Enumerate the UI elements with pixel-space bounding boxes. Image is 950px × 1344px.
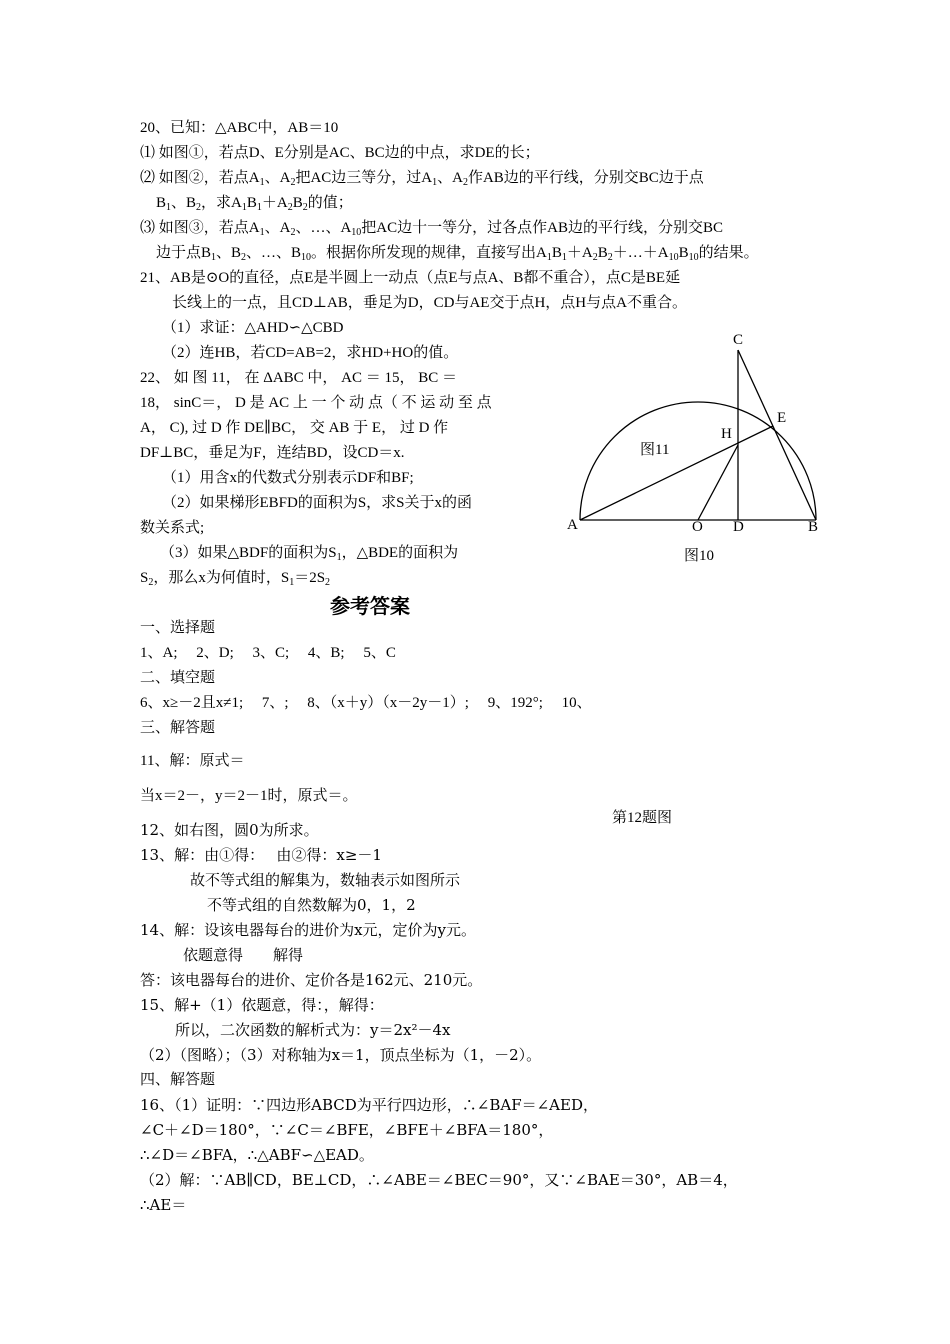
answer-13-c: 不等式组的自然数解为0，1，2 [207, 896, 416, 914]
q21-part1: （1）求证：△AHD∽△CBD [162, 320, 344, 336]
answers-choice: 1、A; 2、D; 3、C; 4、B; 5、C [140, 645, 396, 661]
line-ho [698, 445, 738, 520]
answer-13: 13、解：由①得： 由②得：x≥－1 [140, 846, 382, 864]
answer-13-b: 故不等式组的解集为，数轴表示如图所示 [190, 871, 461, 889]
answer-15: 15、解+（1）依题意，得：，解得： [140, 996, 384, 1014]
q22-part1: （1）用含x的代数式分别表示DF和BF; [162, 470, 414, 486]
q22-line3: A， C), 过 D 作 DE∥BC， 交 AB 于 E， 过 D 作 [140, 420, 449, 436]
q21-part2: （2）连HB，若CD=AB=2，求HD+HO的值。 [162, 345, 459, 361]
q20-part2-line1: ⑵ 如图②，若点$A_1$、$A_2$把AC边三等分，过$A_1$、$A_2$作AB边的平行线，分别交BC边于点 [140, 170, 704, 188]
label-c: C [733, 332, 744, 348]
q20-title: 20、已知：△ABC中，AB＝10 [140, 120, 339, 136]
label-d: D [733, 519, 744, 535]
section-solve-4: 四、解答题 [140, 1072, 216, 1088]
answer-14-b: 依题意得 解得 [183, 946, 304, 964]
answer-14: 14、解：设该电器每台的进价为x元，定价为y元。 [140, 921, 477, 939]
caption-figure-10: 图10 [684, 548, 715, 564]
answer-16-b: ∠C＋∠D＝180°，∵∠C＝∠BFE，∠BFE＋∠BFA＝180°， [140, 1121, 554, 1139]
label-o: O [692, 519, 703, 535]
label-h: H [721, 426, 732, 442]
q22-line1: 22、 如 图 11， 在 ΔABC 中， AC ＝ 15， BC ＝ [140, 370, 458, 386]
answer-11: 11、解：原式＝ [140, 753, 245, 769]
q21-line1: 21、AB是⊙O的直径，点E是半圆上一动点（点E与点A、B都不重合），点C是BE延 [140, 270, 681, 286]
answer-16: 16、（1）证明：∵四边形ABCD为平行四边形，∴∠BAF＝∠AED， [140, 1096, 598, 1114]
label-a: A [567, 517, 578, 533]
q21-line2: 长线上的一点，且CD⊥AB，垂足为D，CD与AE交于点H，点H与点A不重合。 [172, 295, 687, 311]
section-fill: 二、填空题 [140, 670, 216, 686]
q22-part3-line1: （3）如果△BDF的面积为$S_1$，△BDE的面积为 [160, 545, 459, 563]
q22-part2-line1: （2）如果梯形EBFD的面积为S，求S关于x的函 [162, 495, 473, 511]
answer-15-c: （2）（图略）；（3）对称轴为x＝1，顶点坐标为（1，－2）。 [140, 1046, 542, 1064]
q20-part2-line2: $B_1$、$B_2$，求$A_1B_1+A_2B_2$的值； [156, 195, 353, 213]
answers-fill: 6、x≥－2且x≠1; 7、; 8、（x＋y）（x－2y－1）; 9、192°; 10、 [140, 695, 592, 711]
caption-figure-12: 第12题图 [612, 810, 673, 826]
answer-16-c: ∴∠D＝∠BFA，∴△ABF∽△EAD。 [140, 1146, 374, 1164]
answer-12: 12、如右图，圆0为所求。 [140, 821, 319, 839]
q20-part3-line1: ⑶ 如图③，若点$A_1$、$A_2$、…、$A_{10}$把AC边十一等分，过各点作AB边的平行线，分别交BC [140, 220, 723, 238]
q22-part2-line2: 数关系式; [140, 520, 205, 536]
answer-15-b: 所以，二次函数的解析式为：y＝2x²－4x [175, 1021, 451, 1039]
answer-14-c: 答：该电器每台的进价、定价各是162元、210元。 [140, 971, 483, 989]
q22-part3-line2: $S_2$，那么x为何值时，$S_1=2S_2$ [140, 570, 331, 588]
answer-16-d: （2）解：∵AB∥CD，BE⊥CD，∴∠ABE＝∠BEC＝90°，又∵∠BAE＝30°，AB＝4， [140, 1171, 738, 1189]
caption-figure-11: 图11 [640, 442, 670, 458]
q20-part3-line2: 边于点$B_1$、$B_2$、…、$B_{10}$。根据你所发现的规律，直接写出$A_1B_1+A_2B_2+\dots+A_{10}B_{10}$的结果。 [156, 245, 759, 263]
line-cb [738, 350, 816, 520]
section-choice: 一、选择题 [140, 620, 216, 636]
q22-line2: 18， sinC＝， D 是 AC 上 一 个 动 点（ 不 运 动 至 点 [140, 395, 492, 411]
section-solve: 三、解答题 [140, 720, 216, 736]
answer-16-e: ∴AE＝ [140, 1196, 187, 1214]
label-e: E [777, 410, 787, 426]
q20-part1: ⑴ 如图①，若点D、E分别是AC、BC边的中点，求DE的长； [140, 145, 540, 161]
label-b: B [808, 519, 819, 535]
answer-11-b: 当x＝2－，y＝2－1时，原式＝。 [140, 788, 358, 804]
answer-title: 参考答案 [330, 594, 410, 618]
q22-line4: DF⊥BC，垂足为F，连结BD，设CD＝x. [140, 445, 405, 461]
line-ae [580, 426, 773, 520]
